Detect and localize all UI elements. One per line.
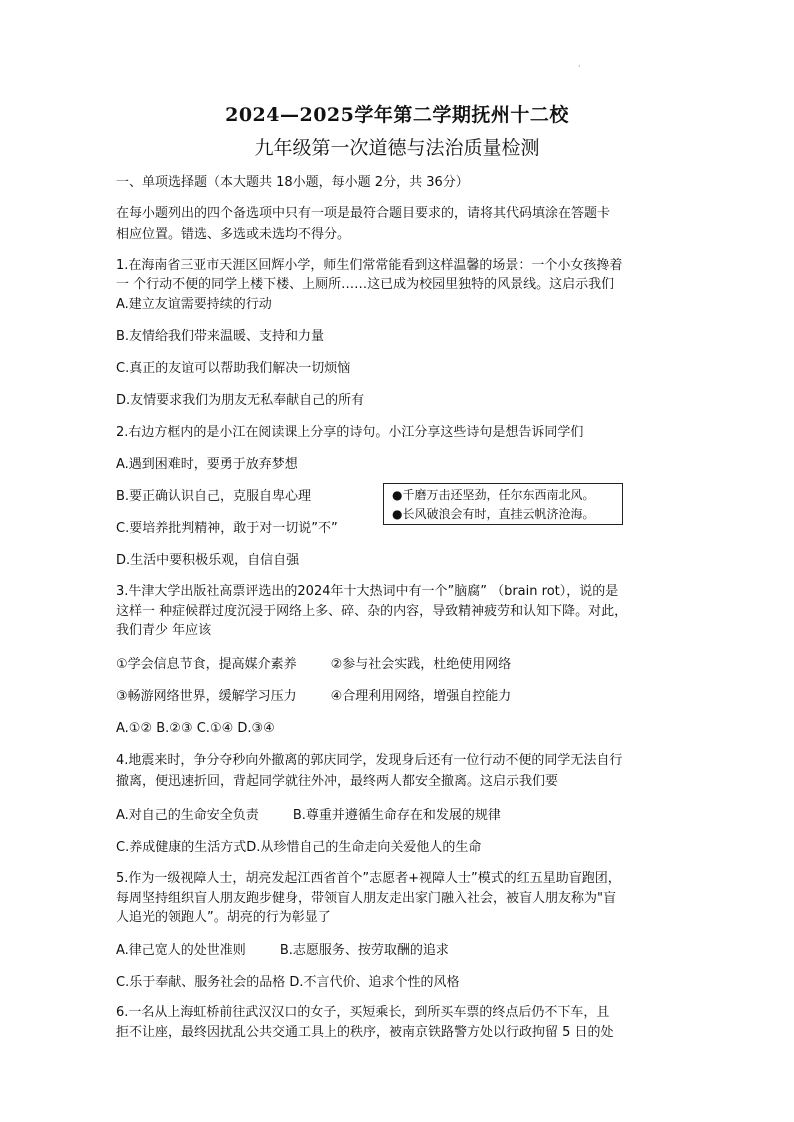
statement-row [116, 688, 511, 706]
instruction-line: 相应位置。错选、多选或未选均不得分。 [116, 227, 351, 242]
option-a: A.对自己的生命安全负责 [116, 808, 259, 823]
option-b: B.志愿服务、按劳取酬的追求 [279, 943, 449, 958]
poem-box [383, 483, 623, 525]
statement-4: ④合理利用网络，增强自控能力 [330, 689, 512, 704]
question-stem: 这样一 种症候群过度沉浸于网络上多、碎、杂的内容，导致精神疲劳和认知下降。对此， [116, 604, 628, 619]
exam-title-line2: 九年级第一次道德与法治质量检测 [254, 137, 540, 159]
option-row [116, 942, 449, 960]
question-stem: 4.地震来时，争分夺秒向外撤离的郭庆同学，发现身后还有一位行动不便的同学无法自行 [116, 753, 623, 768]
question-stem: 3.牛津大学出版社高票评选出的2024年十大热词中有一个”脑腐” （brain rot），说的是 [116, 584, 619, 599]
option-b: B.要正确认识自己，克服自卑心理 [116, 489, 312, 504]
option-cd: C.乐于奉献、服务社会的品格 D.不言代价、追求个性的风格 [116, 975, 460, 990]
question-stem: 撤离，便迅速折回，背起同学就往外冲，最终两人都安全撤离。这启示我们要 [116, 774, 559, 789]
option-c: C.真正的友谊可以帮助我们解决一切烦恼 [116, 361, 351, 376]
statement-1: ①学会信息节食，提高媒介素养 [116, 657, 297, 672]
option-a: A.遇到困难时，要勇于放弃梦想 [116, 457, 298, 472]
question-stem: 人追光的领跑人”。胡亮的行为彰显了 [116, 910, 331, 925]
exam-title-line1: 2024—2025学年第二学期抚州十二校 [225, 104, 569, 126]
section-heading: 一、单项选择题（本大题共 18小题，每小题 2分，共 36分） [116, 175, 469, 190]
poem-line: ●千磨万击还坚劲，任尔东西南北风。 [392, 488, 595, 502]
question-stem: 一 个行动不便的同学上楼下楼、上厕所……这已成为校园里独特的风景线。这启示我们 [116, 277, 615, 292]
poem-line: ●长风破浪会有时，直挂云帆济沧海。 [392, 507, 595, 521]
question-stem: 6.一名从上海虹桥前往武汉汉口的女子，买短乘长，到所买车票的终点后仍不下车，且 [116, 1005, 610, 1020]
question-stem: 5.作为一级视障人士，胡亮发起江西省首个”志愿者+视障人士”模式的红五星助盲跑团， [116, 871, 621, 886]
option-b: B.尊重并遵循生命存在和发展的规律 [292, 808, 501, 823]
answer-choices: A.①② B.②③ C.①④ D.③④ [116, 721, 275, 736]
option-d: D.友情要求我们为朋友无私奉献自己的所有 [116, 393, 365, 408]
question-stem: 我们青少 年应该 [116, 623, 212, 638]
option-row [116, 807, 501, 825]
question-stem: 1.在海南省三亚市天涯区回辉小学，师生们常常能看到这样温馨的场景：一个小女孩搀着 [116, 258, 623, 273]
option-b: B.友情给我们带来温暖、支持和力量 [116, 329, 325, 344]
scan-dot: · [578, 62, 581, 71]
option-cd: C.养成健康的生活方式D.从珍惜自己的生命走向关爱他人的生命 [116, 840, 482, 855]
statement-3: ③畅游网络世界，缓解学习压力 [116, 689, 297, 704]
option-a: A.律己宽人的处世准则 [116, 943, 246, 958]
question-stem: 拒不让座，最终因扰乱公共交通工具上的秩序，被南京铁路警方处以行政拘留 5 日的处 [116, 1025, 614, 1040]
option-a: A.建立友谊需要持续的行动 [116, 297, 272, 312]
question-stem: 2.右边方框内的是小江在阅读课上分享的诗句。小江分享这些诗句是想告诉同学们 [116, 425, 584, 440]
statement-2: ②参与社会实践，杜绝使用网络 [330, 657, 512, 672]
option-c: C.要培养批判精神，敢于对一切说”不” [116, 521, 338, 536]
question-stem: 每周坚持组织盲人朋友跑步健身，带领盲人朋友走出家门融入社会，被盲人朋友称为"盲 [116, 891, 616, 906]
instruction-line: 在每小题列出的四个备选项中只有一项是最符合题目要求的，请将其代码填涂在答题卡 [116, 206, 611, 221]
statement-row [116, 656, 511, 674]
option-d: D.生活中要积极乐观，自信自强 [116, 553, 300, 568]
